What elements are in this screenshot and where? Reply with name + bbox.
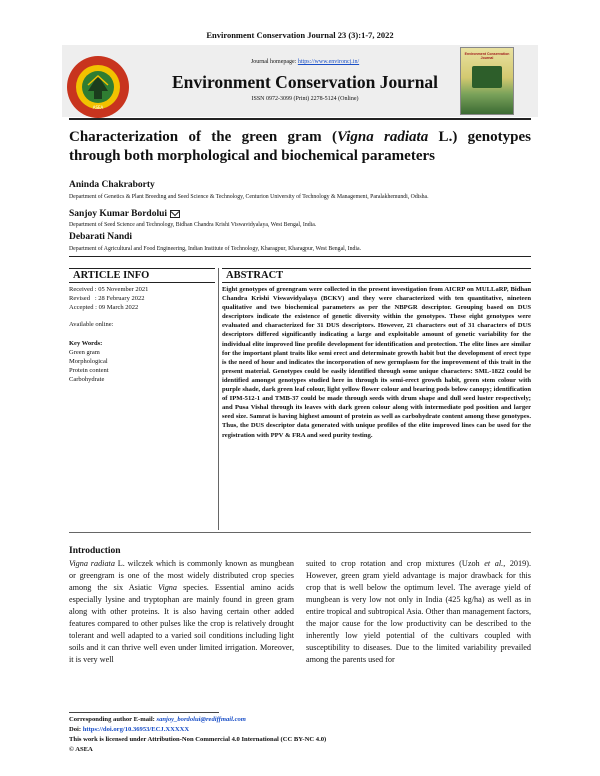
author-3: Debarati Nandi [69,232,133,242]
affiliation-1: Department of Genetics & Plant Breeding and Seed Science & Technology, Centurion University of Technology & Management, Paralakhemundi, Odisha. [69,194,429,200]
doi-line: Doi: https://doi.org/10.36953/ECJ.XXXXX [69,726,190,733]
homepage-link[interactable]: https://www.environcj.in/ [297,59,360,65]
received-date: Received : 05 November 2021 [69,286,149,293]
keyword: Green gram [69,349,100,356]
authors-rule [69,256,531,257]
keywords-heading: Key Words: [69,340,103,347]
issn: ISSN 0972-3099 (Print) 2278-5124 (Online) [251,96,359,102]
author-2: Sanjoy Kumar Bordolui [69,209,180,219]
footnote-rule [69,712,219,713]
corresponding-email-link[interactable]: sanjoy_bordolui@rediffmail.com [156,716,246,723]
accepted-date: Accepted : 09 March 2022 [69,304,139,311]
keyword: Protein content [69,367,109,374]
intro-right-column: suited to crop rotation and crop mixtures (Uzoh et al., 2019). However, green gram yield advantage is major drawback for this crop that is well below the optimum level. The average yield of mungbean is very low not only in India (425 kg/ha) as well as in entire tropical and subtropical Asia. Other than management factors, the major cause for the low productivity can be described to the inherently low yield potential of the cultivars coupled with susceptibility to diseases. Due to the limited variability prevailed among the parents used for [306,559,531,664]
article-info-heading: ARTICLE INFO [73,270,150,281]
journal-homepage: Journal homepage: https://www.environcj.in/ [250,59,360,65]
email-icon[interactable] [170,210,180,218]
cover-title: Environment Conservation Journal [464,52,510,60]
journal-title: Environment Conservation Journal [171,72,439,92]
introduction-heading: Introduction [69,546,121,556]
column-divider [218,268,219,530]
author-1: Aninda Chakraborty [69,180,155,190]
license-line: This work is licensed under Attribution-Non Commercial 4.0 International (CC BY-NC 4.0) [69,736,327,743]
revised-date: Revised : 28 February 2022 [69,295,145,302]
running-head: Environment Conservation Journal 23 (3):1-7, 2022 [206,30,394,40]
keyword: Morphological [69,358,108,365]
abstract-header-box [222,268,531,283]
abstract-heading: ABSTRACT [226,270,284,281]
intro-left-column: Vigna radiata L. wilczek which is commonly known as mungbean or greengram is one of the most widely distributed crop species among the six Asiatic Vigna species. Essential amino acids especially lysine and tryptophan are mainly found in green gram along with other proteins. It is also having certain other added features compared to other pulses like the crop is relatively drought tolerant and well adapted to a varied soil conditions including light soils and it can thrive well even under limited irrigation. Moreover, it is very well [69,559,294,664]
available-online: Available online: [69,321,114,328]
logo-center-text: ASEA [92,105,104,110]
asea-logo-icon [66,55,130,119]
copyright-line: © ASEA [69,746,93,753]
header-rule [69,118,531,120]
abstract-text: Eight genotypes of greengram were collected in the present investigation from AICRP on MULLaRP, Bidhan Chandra Krishi Viswavidyalaya (BCKV) and they were characterized with ten quantitative, nineteen qualitative and two biochemical parameters as per the NBPGR descriptor. Grouping based on DUS descriptors indicate the existence of genetic diversity within the genotypes. These eight genotypes were evaluated and characterized for 31 DUS descriptors. However, 21 characters out of 31 characters of DUS descriptors differed significantly indicating a large and exploitable amount of genetic variability for the individual elite improved line profile development for identification and protection. The elite lines are similar for the important plant traits like semi erect and determinate growth habit but the development of erect type is the need of hour and indicates the incorporation of new germplasm for the improvement of this trait in the present material. Genotypes could be easily identified through some unique characters: SML-1822 could be identified amongst genotypes studied here in through its semi-erect growth habit, green stem colour with purple shade, dark green leaf colour, light yellow flower colour and bearing pods below canopy; identification of IPM-512-1 and TMB-37 could be made through seeds with drum shape and dull seed luster respectively; and Pusa Vishal through its leaves with dark green colour along with intermediate pod position and larger seed size. Samrat is having highest amount of protein as well as carbohydrate content among these genotypes. Thus, the DUS descriptor data generated with unique profiles of the elite improved lines can be used for the registration with PPV & FRA and seed purity testing. [222,286,531,439]
doi-link[interactable]: https://doi.org/10.36953/ECJ.XXXXX [82,726,190,733]
article-info-header-box [69,268,215,283]
affiliation-2: Department of Seed Science and Technology, Bidhan Chandra Krishi Viswavidyalaya, West Bengal, India. [69,222,317,228]
keyword: Carbohydrate [69,376,105,383]
corresponding-author: Corresponding author E-mail: sanjoy_bordolui@rediffmail.com [69,716,246,723]
abstract-rule [69,532,531,533]
affiliation-3: Department of Agricultural and Food Engineering, Indian Institute of Technology, Kharagpur, Kharagpur, West Bengal, India. [69,246,362,252]
article-title: Characterization of the green gram (Vigna radiata L.) genotypes through both morphological and biochemical parameters [69,129,531,164]
article-dates [69,285,214,384]
journal-cover-thumbnail [460,47,514,115]
